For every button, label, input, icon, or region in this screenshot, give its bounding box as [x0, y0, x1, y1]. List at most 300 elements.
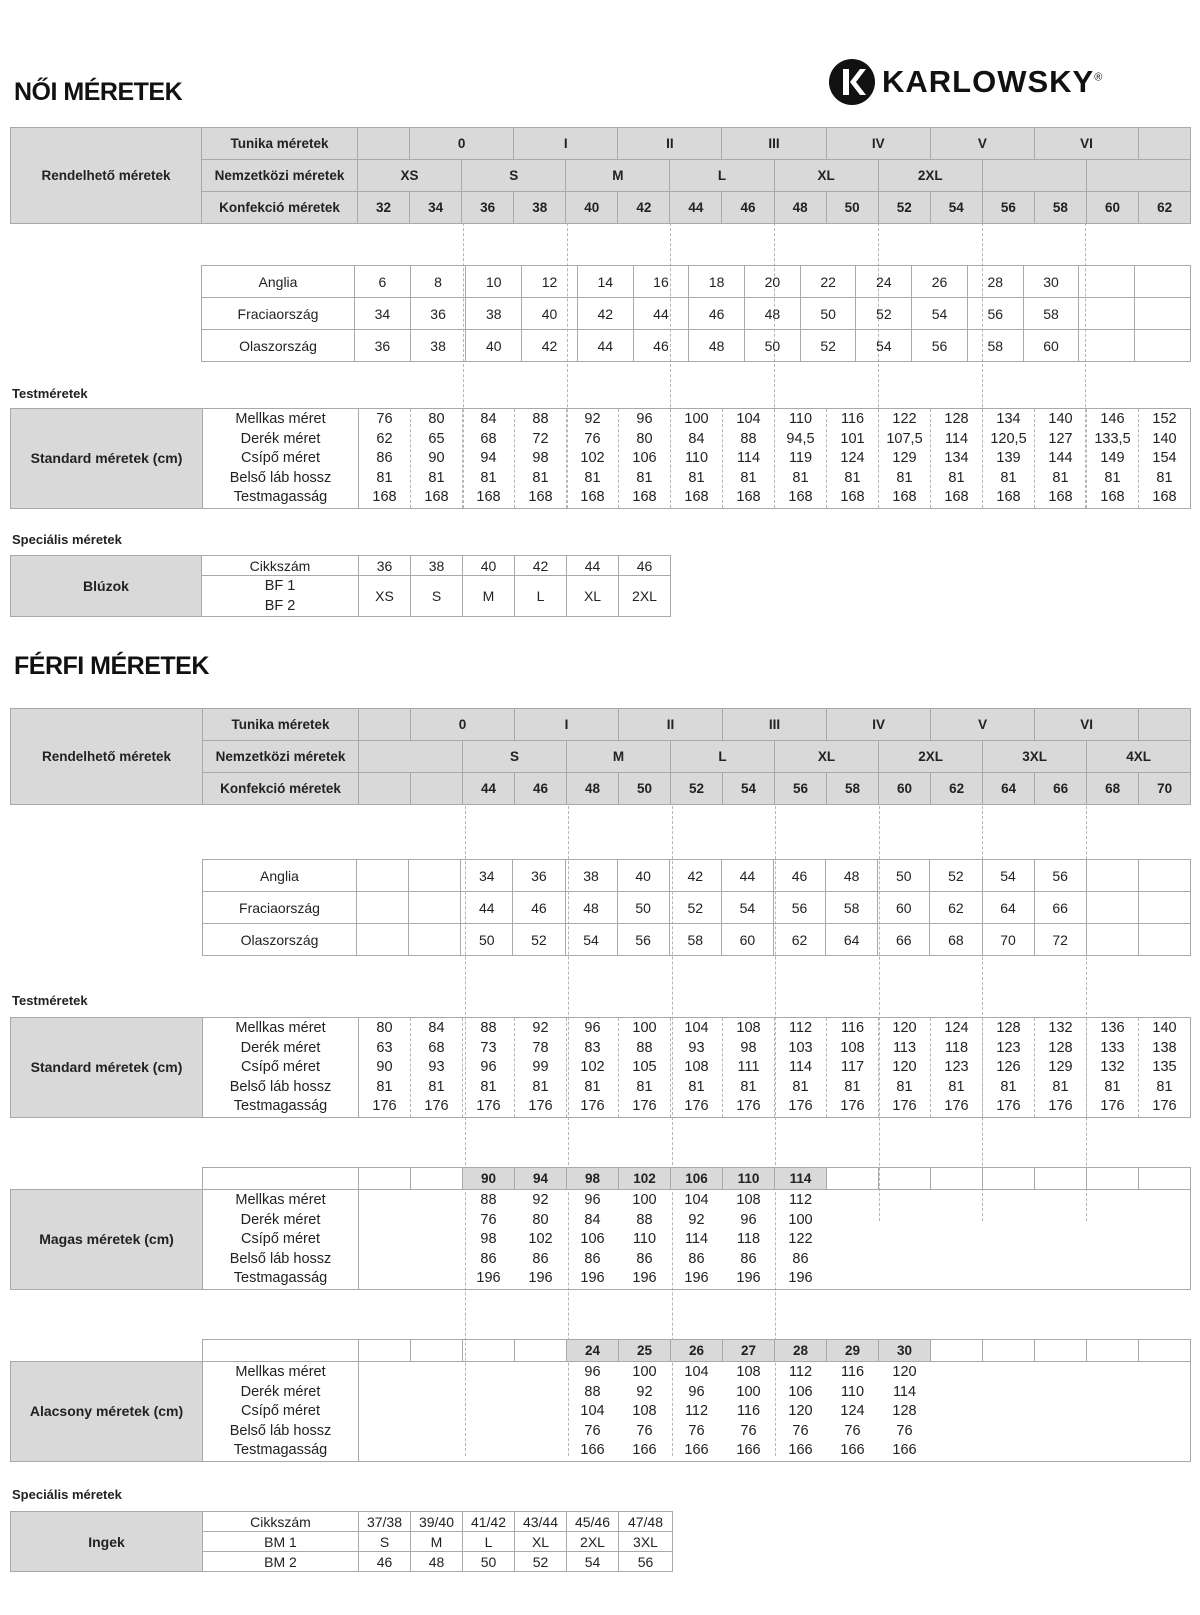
country-size-value: 38	[565, 860, 617, 892]
measure-values	[775, 409, 827, 509]
measure-value: 81	[844, 1078, 861, 1095]
measure-value: 168	[840, 489, 865, 505]
country-size-value: 54	[721, 892, 773, 924]
measure-value: 88	[532, 411, 549, 427]
konfekcio-size: 58	[827, 773, 879, 805]
measure-value: 176	[632, 1098, 657, 1114]
empty-cell	[11, 1168, 203, 1190]
country-size-value: 64	[826, 924, 878, 956]
measure-value: 140	[1152, 1020, 1177, 1036]
measure-names	[203, 1018, 359, 1118]
measure-value: 92	[532, 1192, 549, 1208]
measure-value: 140	[1048, 411, 1073, 427]
country-size-value: 50	[800, 298, 856, 330]
measure-value: 86	[376, 450, 393, 466]
country-size-value: 40	[522, 298, 578, 330]
empty-cell	[983, 1362, 1035, 1462]
measure-value: 93	[428, 1059, 445, 1075]
measure-value: 98	[480, 1231, 497, 1247]
measure-group-label: Standard méretek (cm)	[11, 1018, 203, 1118]
women-country-table	[201, 265, 1191, 362]
country-size-value: 62	[774, 924, 826, 956]
measure-value: 166	[840, 1442, 865, 1458]
measure-value: 166	[684, 1442, 709, 1458]
size-header: 26	[671, 1340, 723, 1362]
measure-value: 114	[788, 1059, 813, 1075]
cikkszam-value: 36	[359, 556, 411, 576]
measure-value: 99	[532, 1059, 549, 1075]
ing-row-label: BM 2	[203, 1552, 359, 1572]
country-size-value: 24	[856, 266, 912, 298]
measure-value: 81	[1104, 1078, 1121, 1095]
measure-value: 176	[1100, 1098, 1125, 1114]
measure-values	[723, 1362, 775, 1462]
country-size-value: 50	[878, 860, 930, 892]
measure-value: 168	[892, 489, 917, 505]
konfekcio-size: 42	[618, 192, 670, 224]
measure-value: 134	[944, 450, 969, 466]
measure-value: 104	[684, 1364, 709, 1380]
ing-value: 3XL	[619, 1532, 673, 1552]
country-size-value	[1138, 860, 1190, 892]
measure-values	[463, 1190, 515, 1290]
tunika-label: Tunika méretek	[202, 128, 358, 160]
cikkszam-value: 38	[411, 556, 463, 576]
measure-values	[463, 1018, 515, 1118]
nemzetkozi-size: 4XL	[1087, 741, 1191, 773]
measure-value: 96	[636, 411, 653, 427]
measure-value: 81	[792, 1078, 809, 1095]
women-size-header-table	[10, 127, 1191, 224]
konfekcio-size: 68	[1087, 773, 1139, 805]
country-size-value: 60	[1023, 330, 1079, 362]
measure-value: 110	[840, 1383, 865, 1400]
country-name: Olaszország	[202, 330, 355, 362]
measure-values	[567, 1018, 619, 1118]
measure-value: 94,5	[786, 430, 815, 447]
country-size-value	[1135, 298, 1191, 330]
measure-value: 104	[736, 411, 761, 427]
empty-cell	[1139, 1168, 1191, 1190]
measure-name: Csípő méret	[241, 450, 320, 466]
measure-name: Derék méret	[240, 1211, 321, 1228]
ing-value: 56	[619, 1552, 673, 1572]
tunika-size: 0	[410, 128, 514, 160]
measure-name: Mellkas méret	[235, 411, 326, 427]
country-row	[203, 892, 1191, 924]
measure-value: 122	[892, 411, 917, 427]
measure-values	[671, 1362, 723, 1462]
tunika-size: V	[931, 709, 1035, 741]
country-size-value: 10	[466, 266, 522, 298]
men-alacsony-table	[10, 1339, 1191, 1462]
country-size-value: 42	[577, 298, 633, 330]
measure-values	[827, 1362, 879, 1462]
country-size-value: 52	[513, 924, 565, 956]
nemzetkozi-size: XS	[358, 160, 462, 192]
measure-values	[931, 1018, 983, 1118]
empty-cell	[411, 1190, 463, 1290]
measure-value: 80	[532, 1211, 549, 1228]
measure-values	[671, 1018, 723, 1118]
measure-value: 96	[740, 1211, 757, 1228]
country-size-value	[1135, 266, 1191, 298]
empty-cell	[203, 1168, 359, 1190]
konfekcio-size: 56	[775, 773, 827, 805]
measure-value: 176	[736, 1098, 761, 1114]
measure-value: 168	[1100, 489, 1125, 505]
measure-value: 94	[480, 450, 497, 466]
measure-value: 104	[684, 1020, 709, 1036]
empty-cell	[1139, 128, 1191, 160]
measure-value: 168	[1048, 489, 1073, 505]
measure-value: 81	[376, 469, 393, 486]
konfekcio-size: 50	[826, 192, 878, 224]
country-size-value: 52	[930, 860, 982, 892]
measure-value: 120,5	[990, 430, 1027, 447]
ing-value: 52	[515, 1552, 567, 1572]
measure-value: 196	[684, 1270, 709, 1286]
country-size-value: 48	[826, 860, 878, 892]
men-specialis-label: Speciális méretek	[12, 1487, 122, 1502]
measure-value: 114	[736, 450, 761, 466]
rendelheto-label: Rendelhető méretek	[11, 128, 202, 224]
measure-value: 68	[428, 1039, 445, 1056]
empty-cell	[1087, 1362, 1139, 1462]
measure-value: 111	[737, 1059, 760, 1075]
measure-value: 92	[584, 411, 601, 427]
measure-value: 101	[840, 430, 865, 447]
measure-value: 81	[688, 1078, 705, 1095]
country-size-value	[1079, 298, 1135, 330]
measure-value: 126	[996, 1059, 1021, 1075]
measure-value: 81	[1052, 469, 1069, 486]
measure-value: 76	[376, 411, 393, 427]
tunika-size: 0	[411, 709, 515, 741]
empty-cell	[983, 1340, 1035, 1362]
measure-value: 168	[580, 489, 605, 505]
bluzok-label: Blúzok	[11, 556, 202, 617]
men-country-table	[202, 859, 1191, 956]
country-size-value: 44	[721, 860, 773, 892]
measure-value: 100	[736, 1383, 761, 1400]
measure-value: 168	[684, 489, 709, 505]
tunika-size: III	[723, 709, 827, 741]
ing-row-label: Cikkszám	[203, 1512, 359, 1532]
measure-name: Derék méret	[240, 1383, 321, 1400]
measure-names	[203, 409, 359, 509]
measure-value: 176	[892, 1098, 917, 1114]
measure-value: 81	[844, 469, 861, 486]
measure-value: 112	[788, 1192, 813, 1208]
measure-value: 112	[684, 1403, 709, 1419]
measure-value: 108	[736, 1364, 761, 1380]
ing-row-label: BM 1	[203, 1532, 359, 1552]
measure-values	[1139, 1018, 1191, 1118]
measure-value: 80	[376, 1020, 393, 1036]
measure-value: 168	[528, 489, 553, 505]
ingek-table	[10, 1511, 673, 1572]
country-size-value: 50	[745, 330, 801, 362]
measure-value: 128	[944, 411, 969, 427]
measure-value: 80	[428, 411, 445, 427]
measure-value: 154	[1152, 450, 1177, 466]
country-size-value: 50	[461, 924, 513, 956]
empty-cell	[983, 1190, 1035, 1290]
measure-value: 98	[532, 450, 549, 466]
measure-value: 81	[896, 1078, 913, 1095]
empty-cell	[983, 1168, 1035, 1190]
measure-value: 81	[1000, 469, 1017, 486]
measure-values	[879, 1362, 931, 1462]
country-size-value: 14	[577, 266, 633, 298]
konfekcio-size: 50	[619, 773, 671, 805]
empty-cell	[1035, 1190, 1087, 1290]
tunika-size: I	[515, 709, 619, 741]
country-size-value: 40	[466, 330, 522, 362]
measure-name: Testmagasság	[233, 489, 328, 505]
measure-value: 112	[788, 1364, 813, 1380]
empty-cell	[515, 1362, 567, 1462]
measure-values	[411, 1018, 463, 1118]
measure-value: 81	[480, 1078, 497, 1095]
men-title: FÉRFI MÉRETEK	[14, 652, 209, 680]
men-magas-table	[10, 1167, 1191, 1290]
measure-value: 86	[792, 1250, 809, 1267]
measure-value: 81	[1052, 1078, 1069, 1095]
brand-name: KARLOWSKY®	[882, 64, 1104, 99]
country-size-value: 62	[930, 892, 982, 924]
empty-cell	[827, 1190, 879, 1290]
measure-value: 63	[376, 1039, 393, 1056]
size-header: 25	[619, 1340, 671, 1362]
measure-value: 100	[684, 411, 709, 427]
measure-value: 168	[736, 489, 761, 505]
konfekcio-size: 52	[671, 773, 723, 805]
country-size-value: 12	[522, 266, 578, 298]
measure-values	[515, 409, 567, 509]
cikkszam-label: Cikkszám	[202, 556, 359, 576]
karlowsky-logo-icon	[828, 58, 876, 106]
konfekcio-size: 38	[514, 192, 566, 224]
country-size-value: 58	[826, 892, 878, 924]
country-row	[203, 860, 1191, 892]
tunika-size: VI	[1035, 709, 1139, 741]
country-size-value: 28	[967, 266, 1023, 298]
empty-cell	[359, 773, 411, 805]
bluz-size: 2XL	[619, 576, 671, 617]
country-size-value: 46	[513, 892, 565, 924]
empty-cell	[463, 1362, 515, 1462]
measure-value: 196	[528, 1270, 553, 1286]
measure-value: 81	[948, 469, 965, 486]
ing-value: 41/42	[463, 1512, 515, 1532]
empty-cell	[1035, 1168, 1087, 1190]
konfekcio-size: 34	[410, 192, 462, 224]
measure-value: 166	[788, 1442, 813, 1458]
measure-value: 100	[788, 1211, 813, 1228]
country-size-value: 52	[800, 330, 856, 362]
empty-cell	[1087, 1190, 1139, 1290]
country-name: Anglia	[203, 860, 357, 892]
measure-values	[359, 1018, 411, 1118]
country-size-value: 34	[461, 860, 513, 892]
measure-name: Csípő méret	[241, 1403, 320, 1419]
country-row	[202, 330, 1191, 362]
ing-value: 2XL	[567, 1532, 619, 1552]
measure-value: 118	[736, 1231, 761, 1247]
measure-name: Testmagasság	[233, 1098, 328, 1114]
measure-value: 144	[1048, 450, 1073, 466]
nemzetkozi-size: L	[670, 160, 774, 192]
measure-value: 76	[896, 1422, 913, 1439]
measure-value: 81	[1156, 1078, 1173, 1095]
tunika-size: III	[722, 128, 826, 160]
country-size-value: 56	[967, 298, 1023, 330]
country-size-value: 22	[800, 266, 856, 298]
size-header: 94	[515, 1168, 567, 1190]
measure-values	[619, 409, 671, 509]
measure-values	[515, 1018, 567, 1118]
konfekcio-size: 32	[358, 192, 410, 224]
measure-value: 88	[636, 1211, 653, 1228]
tunika-size: II	[618, 128, 722, 160]
measure-value: 81	[792, 469, 809, 486]
nemzetkozi-size: S	[462, 160, 566, 192]
empty-cell	[358, 128, 410, 160]
konfekcio-size: 64	[983, 773, 1035, 805]
measure-values	[567, 1362, 619, 1462]
konfekcio-size: 62	[931, 773, 983, 805]
measure-name: Testmagasság	[233, 1442, 328, 1458]
measure-values	[879, 1018, 931, 1118]
empty-cell	[359, 1168, 411, 1190]
measure-name: Csípő méret	[241, 1059, 320, 1075]
measure-values	[1087, 409, 1139, 509]
measure-value: 81	[532, 1078, 549, 1095]
country-size-value	[1138, 892, 1190, 924]
size-header: 29	[827, 1340, 879, 1362]
konfekcio-size: 56	[982, 192, 1034, 224]
bf-labels	[202, 576, 359, 617]
measure-value: 76	[584, 1422, 601, 1439]
measure-value: 116	[840, 1020, 865, 1036]
konfekcio-size: 36	[462, 192, 514, 224]
size-header: 30	[879, 1340, 931, 1362]
empty-cell	[515, 1340, 567, 1362]
measure-group-label: Standard méretek (cm)	[11, 409, 203, 509]
men-size-header-table	[10, 708, 1191, 805]
measure-value: 90	[428, 450, 445, 466]
country-size-value: 48	[565, 892, 617, 924]
measure-value: 196	[580, 1270, 605, 1286]
country-size-value: 56	[617, 924, 669, 956]
measure-value: 76	[740, 1422, 757, 1439]
measure-value: 114	[684, 1231, 709, 1247]
measure-value: 88	[480, 1192, 497, 1208]
country-size-value: 44	[577, 330, 633, 362]
nemzetkozi-size: XL	[774, 160, 878, 192]
measure-value: 196	[788, 1270, 813, 1286]
country-size-value: 60	[878, 892, 930, 924]
measure-values	[1139, 409, 1191, 509]
empty-cell	[879, 1168, 931, 1190]
measure-value: 88	[636, 1039, 653, 1056]
ing-value: M	[411, 1532, 463, 1552]
measure-value: 168	[476, 489, 501, 505]
measure-name: Testmagasság	[233, 1270, 328, 1286]
measure-value: 110	[788, 411, 813, 427]
size-header: 110	[723, 1168, 775, 1190]
country-size-value	[409, 860, 461, 892]
measure-value: 81	[376, 1078, 393, 1095]
konfekcio-size: 40	[566, 192, 618, 224]
measure-values	[723, 1018, 775, 1118]
tunika-size: I	[514, 128, 618, 160]
tunika-size: IV	[826, 128, 930, 160]
ing-value: 50	[463, 1552, 515, 1572]
country-size-value: 66	[878, 924, 930, 956]
measure-values	[411, 409, 463, 509]
empty-cell	[879, 1190, 931, 1290]
ing-value: 43/44	[515, 1512, 567, 1532]
measure-value: 96	[688, 1383, 705, 1400]
empty-cell	[1139, 1190, 1191, 1290]
measure-values	[983, 1018, 1035, 1118]
measure-value: 105	[632, 1059, 657, 1075]
empty-cell	[359, 1362, 411, 1462]
empty-cell	[931, 1362, 983, 1462]
measure-value: 65	[428, 430, 445, 447]
country-size-value: 56	[1034, 860, 1086, 892]
ing-value: 48	[411, 1552, 463, 1572]
measure-value: 76	[480, 1211, 497, 1228]
measure-value: 196	[476, 1270, 501, 1286]
women-title: NŐI MÉRETEK	[14, 78, 183, 106]
empty-cell	[1087, 1168, 1139, 1190]
measure-names	[203, 1362, 359, 1462]
measure-value: 146	[1100, 411, 1125, 427]
measure-value: 72	[532, 430, 549, 447]
empty-cell	[1035, 1362, 1087, 1462]
measure-value: 108	[736, 1020, 761, 1036]
country-size-value	[357, 924, 409, 956]
measure-values	[619, 1190, 671, 1290]
measure-value: 96	[584, 1364, 601, 1380]
measure-value: 81	[636, 1078, 653, 1095]
bf1-label: BF 1	[264, 578, 296, 594]
measure-value: 117	[840, 1059, 865, 1075]
size-header: 24	[567, 1340, 619, 1362]
measure-values	[723, 1190, 775, 1290]
measure-value: 196	[632, 1270, 657, 1286]
measure-values	[619, 1018, 671, 1118]
measure-values	[671, 409, 723, 509]
country-size-value: 58	[669, 924, 721, 956]
measure-value: 62	[376, 430, 393, 447]
measure-value: 168	[372, 489, 397, 505]
measure-group-label: Magas méretek (cm)	[11, 1190, 203, 1290]
measure-value: 116	[840, 411, 865, 427]
country-size-value: 52	[856, 298, 912, 330]
nemzetkozi-size: XL	[775, 741, 879, 773]
cikkszam-value: 40	[463, 556, 515, 576]
measure-value: 176	[996, 1098, 1021, 1114]
measure-name: Belső láb hossz	[229, 1250, 332, 1267]
measure-values	[671, 1190, 723, 1290]
ing-value: S	[359, 1532, 411, 1552]
measure-value: 176	[528, 1098, 553, 1114]
